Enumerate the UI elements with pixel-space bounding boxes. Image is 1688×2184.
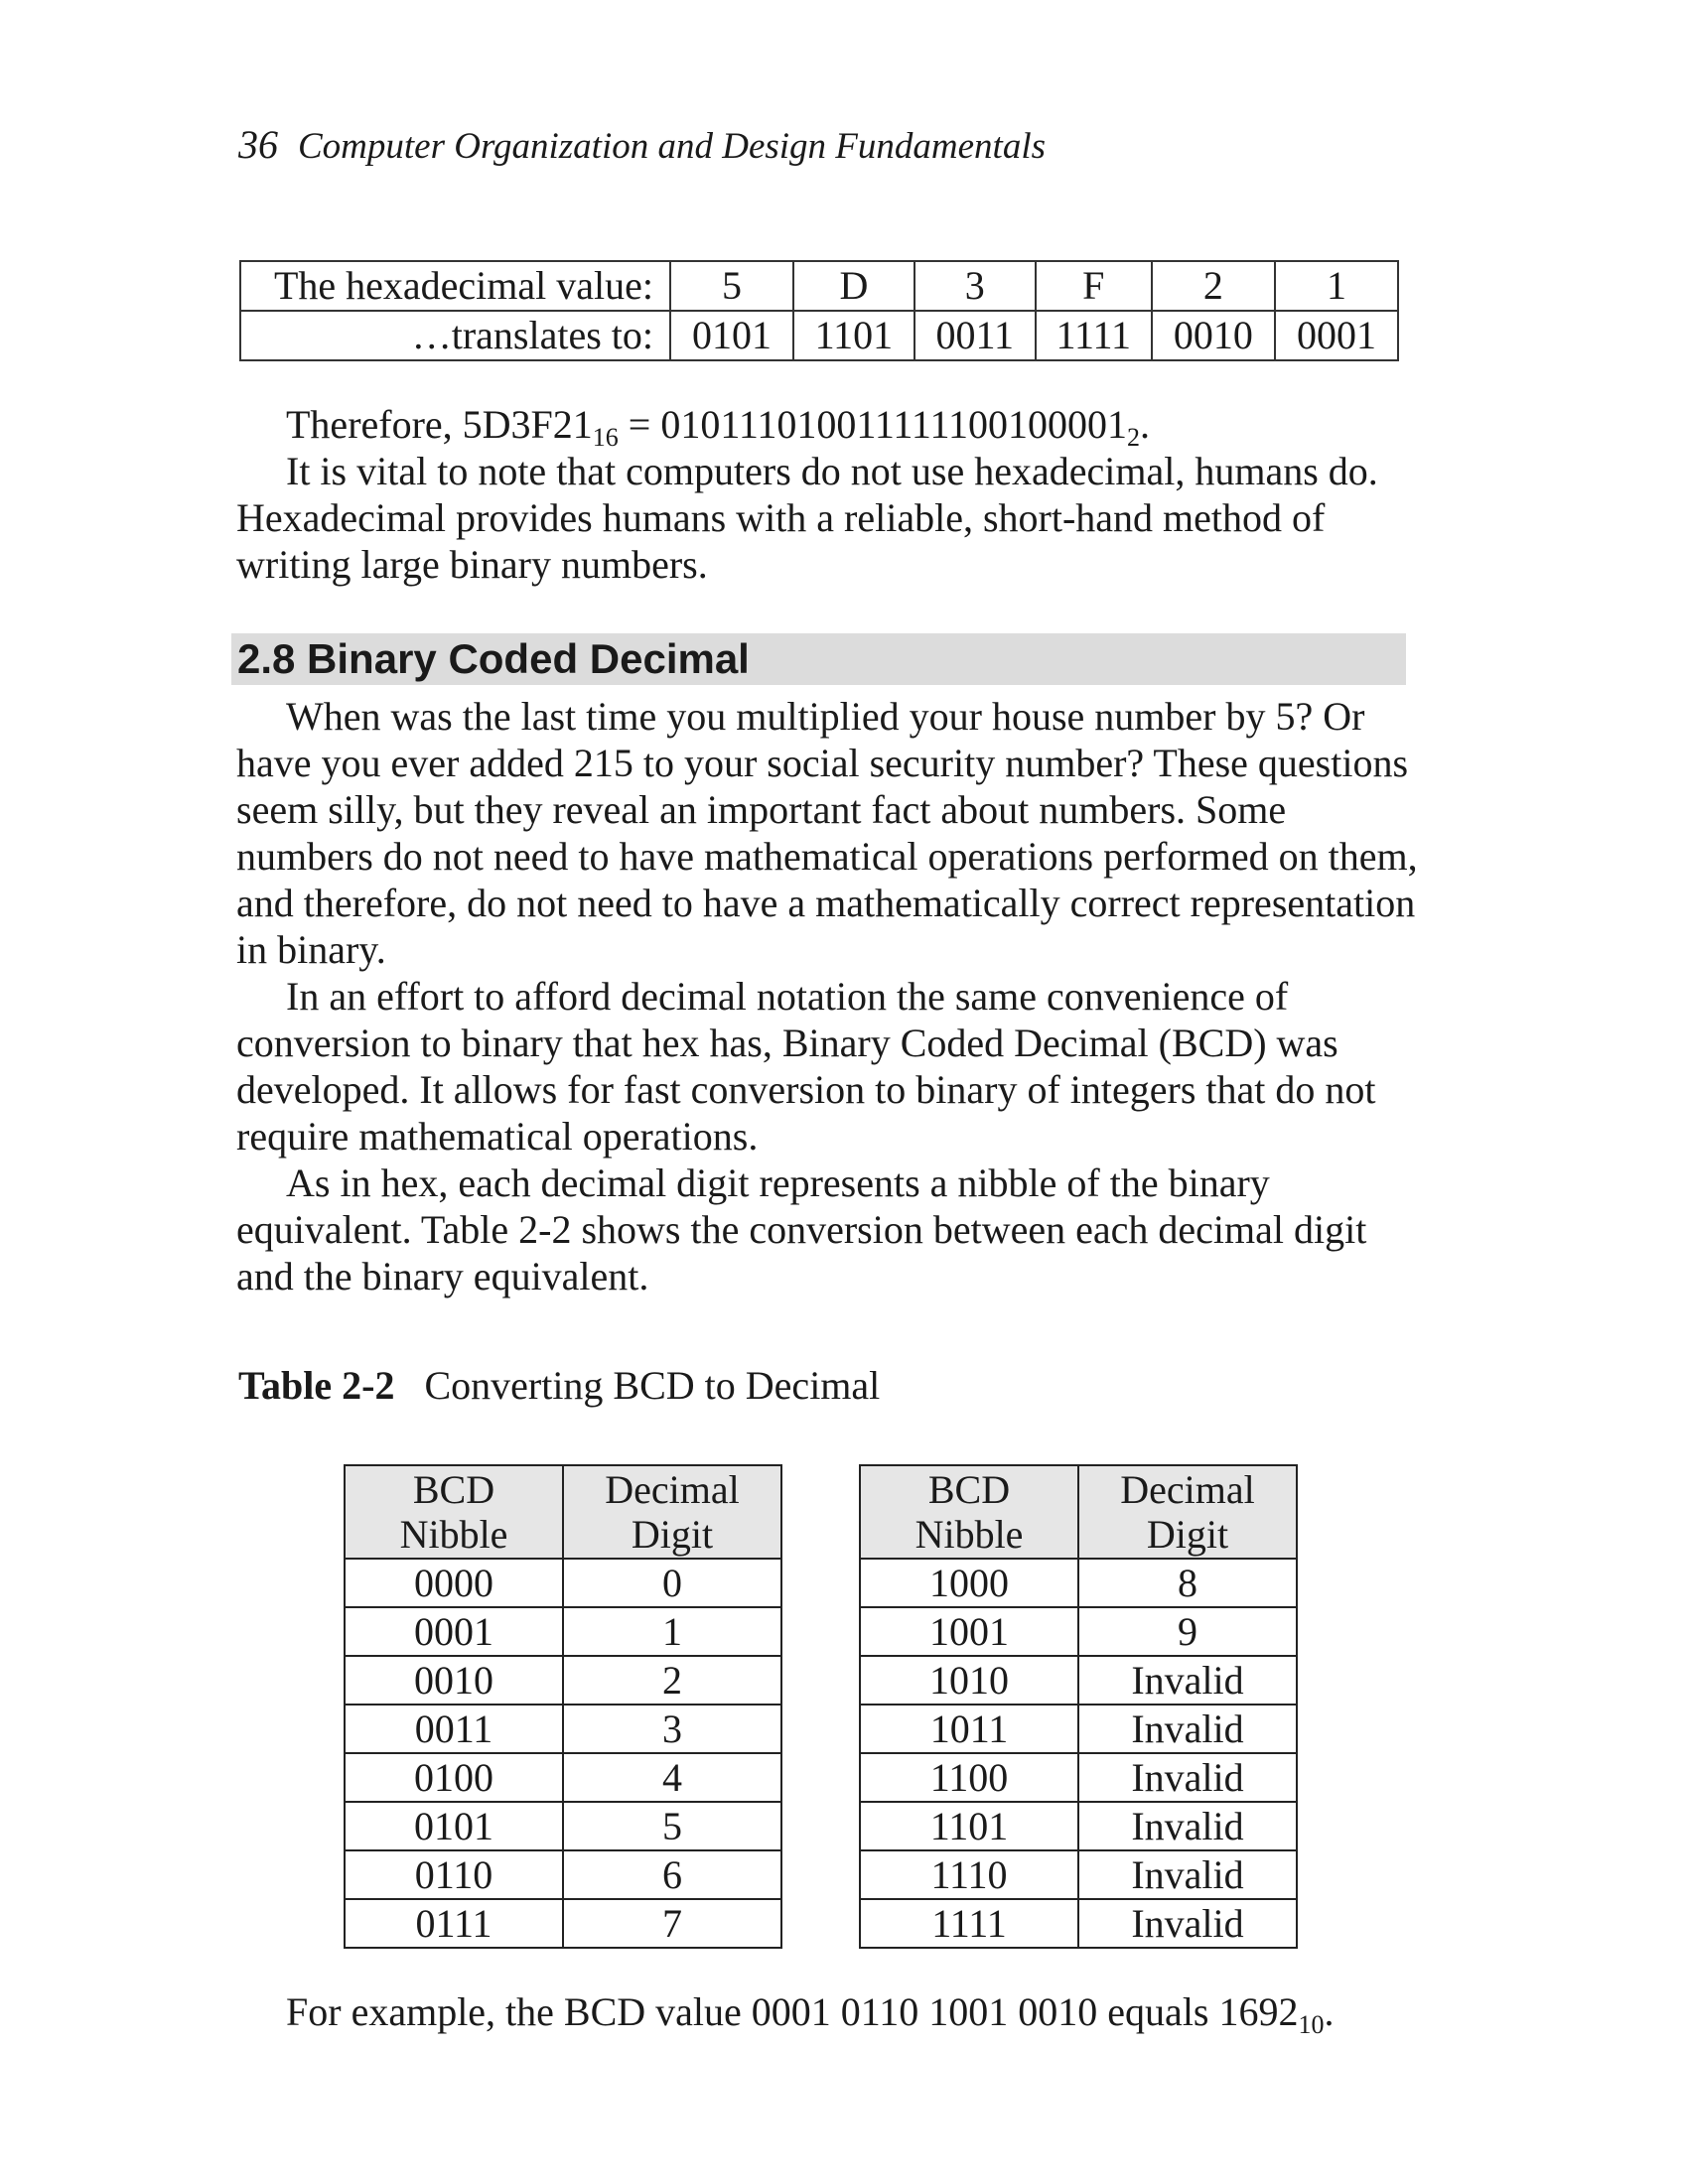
paragraph: It is vital to note that computers do not use hexadecimal, humans do. Hexadecimal provides humans with a reliable, short-hand method of writing large binary numbers. bbox=[236, 449, 1378, 587]
table-row bbox=[345, 1607, 781, 1656]
decimal-digit-cell: Invalid bbox=[1078, 1899, 1297, 1948]
table-row bbox=[860, 1850, 1297, 1899]
bcd-table-right bbox=[859, 1464, 1298, 1949]
decimal-digit-cell: 5 bbox=[563, 1802, 781, 1850]
bcd-nibble-cell: 1110 bbox=[860, 1850, 1078, 1899]
hex-digit-cell: F bbox=[1036, 261, 1152, 311]
hex-digit-cell: 3 bbox=[914, 261, 1036, 311]
column-header: Decimal Digit bbox=[563, 1465, 781, 1559]
table-row bbox=[860, 1705, 1297, 1753]
binary-nibble-cell: 0101 bbox=[670, 311, 793, 360]
intro-paragraphs bbox=[236, 401, 1418, 588]
text: For example, the BCD value 0001 0110 1001 0010 equals 1692 bbox=[286, 1989, 1299, 2034]
table-row bbox=[860, 1559, 1297, 1607]
hex-digit-cell: 1 bbox=[1275, 261, 1398, 311]
bcd-nibble-cell: 0111 bbox=[345, 1899, 563, 1948]
table-row bbox=[345, 1753, 781, 1802]
decimal-digit-cell: 1 bbox=[563, 1607, 781, 1656]
decimal-digit-cell: 9 bbox=[1078, 1607, 1297, 1656]
table-row bbox=[860, 1899, 1297, 1948]
table-row bbox=[240, 311, 1398, 360]
column-header: BCD Nibble bbox=[345, 1465, 563, 1559]
decimal-digit-cell: 0 bbox=[563, 1559, 781, 1607]
bcd-nibble-cell: 0001 bbox=[345, 1607, 563, 1656]
binary-nibble-cell: 1101 bbox=[793, 311, 914, 360]
bcd-nibble-cell: 1111 bbox=[860, 1899, 1078, 1948]
table-row bbox=[860, 1607, 1297, 1656]
section-heading: 2.8 Binary Coded Decimal bbox=[231, 633, 1406, 685]
row-label: The hexadecimal value: bbox=[240, 261, 670, 311]
binary-nibble-cell: 0011 bbox=[914, 311, 1036, 360]
decimal-digit-cell: 6 bbox=[563, 1850, 781, 1899]
decimal-digit-cell: Invalid bbox=[1078, 1850, 1297, 1899]
decimal-digit-cell: 7 bbox=[563, 1899, 781, 1948]
table-row bbox=[860, 1802, 1297, 1850]
hex-conversion-table bbox=[239, 260, 1399, 361]
page-number: 36 bbox=[238, 122, 278, 167]
hex-digit-cell: 2 bbox=[1152, 261, 1275, 311]
paragraph bbox=[236, 401, 1418, 452]
text: . bbox=[1139, 402, 1150, 447]
binary-nibble-cell: 0010 bbox=[1152, 311, 1275, 360]
table-row bbox=[860, 1753, 1297, 1802]
running-head bbox=[238, 121, 1046, 168]
bcd-nibble-cell: 0100 bbox=[345, 1753, 563, 1802]
decimal-digit-cell: 8 bbox=[1078, 1559, 1297, 1607]
text: . bbox=[1324, 1989, 1335, 2034]
bcd-nibble-cell: 1010 bbox=[860, 1656, 1078, 1705]
bcd-nibble-cell: 0101 bbox=[345, 1802, 563, 1850]
bcd-nibble-cell: 0011 bbox=[345, 1705, 563, 1753]
table-row bbox=[345, 1850, 781, 1899]
decimal-digit-cell: 4 bbox=[563, 1753, 781, 1802]
table-row bbox=[345, 1705, 781, 1753]
table-header-row bbox=[345, 1465, 781, 1559]
column-header: BCD Nibble bbox=[860, 1465, 1078, 1559]
decimal-digit-cell: Invalid bbox=[1078, 1705, 1297, 1753]
hex-digit-cell: D bbox=[793, 261, 914, 311]
book-title: Computer Organization and Design Fundamentals bbox=[298, 126, 1047, 167]
table-row bbox=[345, 1899, 781, 1948]
decimal-digit-cell: 2 bbox=[563, 1656, 781, 1705]
row-label: …translates to: bbox=[240, 311, 670, 360]
subscript: 2 bbox=[1126, 423, 1140, 452]
table-row bbox=[345, 1559, 781, 1607]
decimal-digit-cell: Invalid bbox=[1078, 1656, 1297, 1705]
decimal-digit-cell: 3 bbox=[563, 1705, 781, 1753]
decimal-digit-cell: Invalid bbox=[1078, 1802, 1297, 1850]
table-caption bbox=[238, 1362, 880, 1409]
table-row bbox=[345, 1802, 781, 1850]
subscript: 16 bbox=[592, 423, 619, 452]
paragraph: In an effort to afford decimal notation the same convenience of conversion to binary that hex has, Binary Coded Decimal (BCD) was developed. It allows for fast conversion to binary of integers that do not require mathematical operations. bbox=[236, 974, 1376, 1159]
paragraph bbox=[236, 1988, 1418, 2039]
binary-nibble-cell: 0001 bbox=[1275, 311, 1398, 360]
table-row bbox=[240, 261, 1398, 311]
paragraph: When was the last time you multiplied your house number by 5? Or have you ever added 215 to your social security number? These questions seem silly, but they reveal an important fact about numbers. Some numbers do not need to have mathematical operations performed on them, and therefore, do not need to have a mathematically correct representation in binary. bbox=[236, 694, 1418, 972]
bcd-nibble-cell: 1100 bbox=[860, 1753, 1078, 1802]
bcd-nibble-cell: 0000 bbox=[345, 1559, 563, 1607]
caption-title: Converting BCD to Decimal bbox=[424, 1363, 881, 1408]
column-header: Decimal Digit bbox=[1078, 1465, 1297, 1559]
table-header-row bbox=[860, 1465, 1297, 1559]
table-row bbox=[860, 1656, 1297, 1705]
bcd-table-left bbox=[344, 1464, 782, 1949]
text: Therefore, 5D3F21 bbox=[286, 402, 593, 447]
bcd-nibble-cell: 1101 bbox=[860, 1802, 1078, 1850]
paragraph: As in hex, each decimal digit represents a nibble of the binary equivalent. Table 2-2 shows the conversion between each decimal digit and the binary equivalent. bbox=[236, 1160, 1367, 1298]
table-row bbox=[345, 1656, 781, 1705]
caption-label: Table 2-2 bbox=[238, 1363, 395, 1408]
bcd-nibble-cell: 1011 bbox=[860, 1705, 1078, 1753]
bcd-nibble-cell: 1001 bbox=[860, 1607, 1078, 1656]
binary-nibble-cell: 1111 bbox=[1036, 311, 1152, 360]
bcd-nibble-cell: 0110 bbox=[345, 1850, 563, 1899]
subscript: 10 bbox=[1298, 2010, 1325, 2039]
hex-digit-cell: 5 bbox=[670, 261, 793, 311]
text: = 010111010011111100100001 bbox=[618, 402, 1127, 447]
bcd-nibble-cell: 0010 bbox=[345, 1656, 563, 1705]
example-paragraph bbox=[236, 1988, 1418, 2039]
decimal-digit-cell: Invalid bbox=[1078, 1753, 1297, 1802]
bcd-nibble-cell: 1000 bbox=[860, 1559, 1078, 1607]
section-body bbox=[236, 693, 1418, 1299]
